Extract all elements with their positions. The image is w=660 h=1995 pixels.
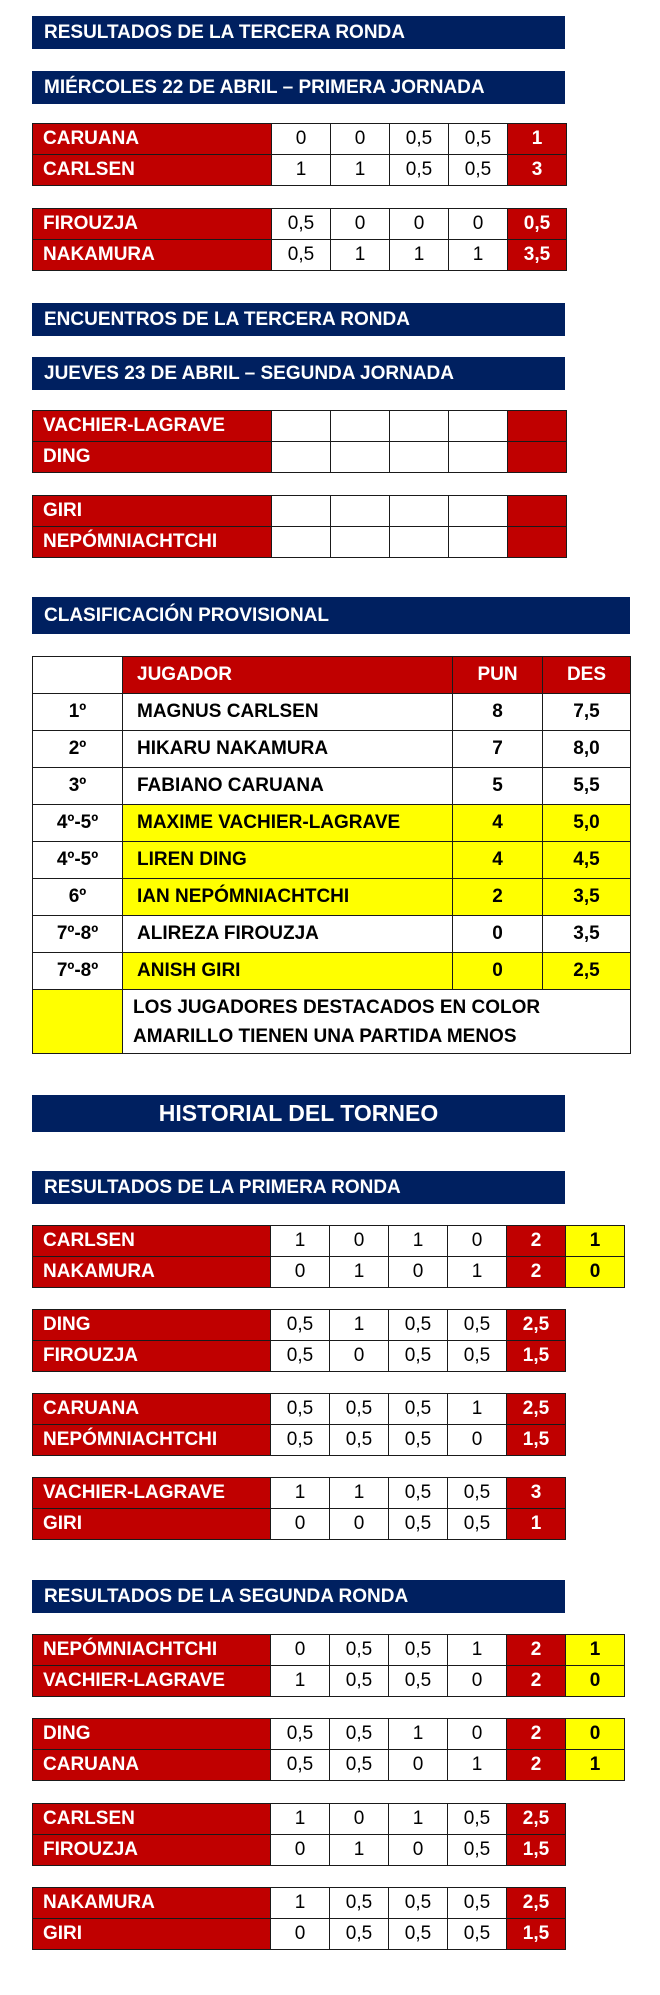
game-score: 0,5 [390,155,449,186]
game-score: 0,5 [448,1804,507,1835]
game-score: 0,5 [449,124,508,155]
game-score: 0,5 [330,1919,389,1950]
game-score: 0,5 [330,1635,389,1666]
player-name: NEPÓMNIACHTCHI [33,1425,271,1456]
empty-score [272,442,331,473]
player-name: VACHIER-LAGRAVE [33,411,272,442]
game-score: 0 [448,1719,507,1750]
player-name: NAKAMURA [33,1257,271,1288]
game-score: 0,5 [448,1341,507,1372]
points: 4 [453,842,543,879]
game-score: 0 [448,1226,507,1257]
match-total: 2,5 [507,1888,566,1919]
game-score: 1 [390,240,449,271]
player-name: NAKAMURA [33,1888,271,1919]
round3-title: RESULTADOS DE LA TERCERA RONDA [32,16,565,49]
game-score: 0 [271,1635,330,1666]
standings-row-highlighted [33,805,631,842]
game-score: 1 [330,1310,389,1341]
points: 5 [453,768,543,805]
tiebreak: 5,0 [543,805,631,842]
position: 4º-5º [33,805,123,842]
tiebreak-score: 1 [566,1226,625,1257]
empty-total [508,411,567,442]
game-score: 0,5 [448,1888,507,1919]
player-name: CARUANA [33,1394,271,1425]
match-total: 2 [507,1666,566,1697]
standings-row [33,694,631,731]
round2-match-2 [32,1718,625,1781]
standings-row [33,916,631,953]
round1-match-1 [32,1225,625,1288]
empty-score [390,527,449,558]
tiebreak-score: 0 [566,1666,625,1697]
tiebreak: 5,5 [543,768,631,805]
game-score: 0,5 [271,1341,330,1372]
match-total: 1 [508,124,567,155]
standings-row-highlighted [33,879,631,916]
empty-total [508,496,567,527]
game-score: 0,5 [389,1310,448,1341]
empty-score [390,411,449,442]
player-name: FIROUZJA [33,1835,271,1866]
game-score: 1 [448,1750,507,1781]
round3-match-2 [32,208,567,271]
game-score: 0,5 [330,1425,389,1456]
game-score: 0,5 [389,1478,448,1509]
standings-row-highlighted [33,953,631,990]
game-score: 1 [448,1635,507,1666]
game-score: 0,5 [330,1750,389,1781]
game-score: 0,5 [389,1425,448,1456]
player-name: NAKAMURA [33,240,272,271]
match-total: 2 [507,1635,566,1666]
empty-score [331,527,390,558]
player-name: MAXIME VACHIER-LAGRAVE [123,805,453,842]
tiebreak: 3,5 [543,916,631,953]
upcoming-title: ENCUENTROS DE LA TERCERA RONDA [32,303,565,336]
player-name: VACHIER-LAGRAVE [33,1478,271,1509]
empty-total [508,442,567,473]
match-total: 0,5 [508,209,567,240]
match-total: 1 [507,1509,566,1540]
game-score: 0,5 [448,1478,507,1509]
tiebreak: 7,5 [543,694,631,731]
player-name: LIREN DING [123,842,453,879]
game-score: 0,5 [389,1666,448,1697]
game-score: 0,5 [449,155,508,186]
player-name: GIRI [33,1919,271,1950]
game-score: 0 [389,1750,448,1781]
player-name: ANISH GIRI [123,953,453,990]
match-total: 3,5 [508,240,567,271]
header-points: PUN [453,657,543,694]
round2-match-1 [32,1634,625,1697]
empty-score [272,411,331,442]
game-score: 1 [272,155,331,186]
match-total: 2 [507,1226,566,1257]
round3-match-1 [32,123,567,186]
player-name: GIRI [33,1509,271,1540]
round1-match-2 [32,1309,566,1372]
player-name: FIROUZJA [33,1341,271,1372]
empty-score [449,411,508,442]
empty-score [272,496,331,527]
game-score: 0 [272,124,331,155]
game-score: 0,5 [330,1394,389,1425]
game-score: 0,5 [271,1425,330,1456]
game-score: 1 [448,1394,507,1425]
game-score: 1 [389,1226,448,1257]
player-name: CARLSEN [33,155,272,186]
player-name: NEPÓMNIACHTCHI [33,1635,271,1666]
tiebreak: 3,5 [543,879,631,916]
game-score: 0 [389,1835,448,1866]
match-total: 1,5 [507,1919,566,1950]
position: 1º [33,694,123,731]
game-score: 0,5 [272,209,331,240]
empty-score [331,442,390,473]
game-score: 0,5 [271,1719,330,1750]
game-score: 1 [330,1835,389,1866]
game-score: 1 [389,1804,448,1835]
position: 4º-5º [33,842,123,879]
match-total: 2 [507,1719,566,1750]
tiebreak-score: 1 [566,1750,625,1781]
upcoming-match-2 [32,495,567,558]
points: 2 [453,879,543,916]
game-score: 1 [330,1257,389,1288]
round1-match-3 [32,1393,566,1456]
points: 7 [453,731,543,768]
game-score: 0,5 [389,1509,448,1540]
game-score: 0,5 [330,1888,389,1919]
player-name: HIKARU NAKAMURA [123,731,453,768]
game-score: 0 [271,1257,330,1288]
game-score: 0,5 [271,1310,330,1341]
player-name: IAN NEPÓMNIACHTCHI [123,879,453,916]
upcoming-match-1 [32,410,567,473]
standings-row [33,768,631,805]
match-total: 2 [507,1257,566,1288]
game-score: 1 [271,1804,330,1835]
player-name: ALIREZA FIROUZJA [123,916,453,953]
header-player: JUGADOR [123,657,453,694]
game-score: 0,5 [389,1341,448,1372]
player-name: CARUANA [33,1750,271,1781]
player-name: FIROUZJA [33,209,272,240]
player-name: MAGNUS CARLSEN [123,694,453,731]
legend-row [33,990,631,1054]
points: 8 [453,694,543,731]
empty-score [390,496,449,527]
game-score: 0,5 [330,1719,389,1750]
game-score: 0,5 [448,1835,507,1866]
tiebreak-score: 0 [566,1719,625,1750]
game-score: 0,5 [330,1666,389,1697]
round2-match-4 [32,1887,566,1950]
game-score: 1 [271,1226,330,1257]
round2-title: RESULTADOS DE LA SEGUNDA RONDA [32,1580,565,1613]
empty-score [331,496,390,527]
empty-score [331,411,390,442]
points: 0 [453,953,543,990]
empty-score [449,442,508,473]
match-total: 1,5 [507,1425,566,1456]
standings-row [33,731,631,768]
game-score: 1 [448,1257,507,1288]
match-total: 2,5 [507,1310,566,1341]
game-score: 0 [331,124,390,155]
history-title: HISTORIAL DEL TORNEO [32,1095,565,1132]
game-score: 0 [389,1257,448,1288]
game-score: 0,5 [448,1509,507,1540]
position: 6º [33,879,123,916]
game-score: 0 [330,1804,389,1835]
game-score: 1 [271,1666,330,1697]
tiebreak: 2,5 [543,953,631,990]
game-score: 0,5 [271,1750,330,1781]
empty-score [390,442,449,473]
game-score: 1 [330,1478,389,1509]
legend-text: LOS JUGADORES DESTACADOS EN COLOR AMARILLO TIENEN UNA PARTIDA MENOS [123,990,631,1054]
game-score: 0,5 [272,240,331,271]
game-score: 0,5 [448,1310,507,1341]
game-score: 1 [389,1719,448,1750]
player-name: VACHIER-LAGRAVE [33,1666,271,1697]
game-score: 0 [271,1919,330,1950]
game-score: 0 [330,1226,389,1257]
match-total: 3 [507,1478,566,1509]
game-score: 0 [271,1835,330,1866]
round3-day-title: MIÉRCOLES 22 DE ABRIL – PRIMERA JORNADA [32,71,565,104]
game-score: 1 [331,155,390,186]
match-total: 1,5 [507,1835,566,1866]
upcoming-day-title: JUEVES 23 DE ABRIL – SEGUNDA JORNADA [32,357,565,390]
match-total: 2 [507,1750,566,1781]
points: 4 [453,805,543,842]
game-score: 0,5 [448,1919,507,1950]
legend-color-swatch [33,990,123,1054]
game-score: 0 [271,1509,330,1540]
player-name: GIRI [33,496,272,527]
empty-score [449,527,508,558]
standings-table [32,656,631,1054]
points: 0 [453,916,543,953]
round1-title: RESULTADOS DE LA PRIMERA RONDA [32,1171,565,1204]
player-name: CARUANA [33,124,272,155]
match-total: 2,5 [507,1804,566,1835]
match-total: 3 [508,155,567,186]
player-name: DING [33,1719,271,1750]
empty-score [449,496,508,527]
player-name: DING [33,1310,271,1341]
game-score: 0,5 [389,1919,448,1950]
match-total: 1,5 [507,1341,566,1372]
header-tiebreak: DES [543,657,631,694]
game-score: 0 [330,1341,389,1372]
tiebreak-score: 0 [566,1257,625,1288]
game-score: 1 [271,1888,330,1919]
standings-title: CLASIFICACIÓN PROVISIONAL [32,597,630,634]
player-name: FABIANO CARUANA [123,768,453,805]
game-score: 0 [330,1509,389,1540]
position: 7º-8º [33,916,123,953]
game-score: 0 [390,209,449,240]
game-score: 1 [449,240,508,271]
game-score: 0 [448,1666,507,1697]
tiebreak-score: 1 [566,1635,625,1666]
empty-score [272,527,331,558]
player-name: CARLSEN [33,1226,271,1257]
empty-total [508,527,567,558]
round2-match-3 [32,1803,566,1866]
game-score: 0 [331,209,390,240]
position: 7º-8º [33,953,123,990]
player-name: NEPÓMNIACHTCHI [33,527,272,558]
tiebreak: 8,0 [543,731,631,768]
standings-row-highlighted [33,842,631,879]
game-score: 0,5 [271,1394,330,1425]
game-score: 0,5 [389,1394,448,1425]
match-total: 2,5 [507,1394,566,1425]
header-corner [33,657,123,694]
position: 3º [33,768,123,805]
game-score: 0 [448,1425,507,1456]
player-name: CARLSEN [33,1804,271,1835]
tiebreak: 4,5 [543,842,631,879]
player-name: DING [33,442,272,473]
game-score: 1 [331,240,390,271]
game-score: 0 [449,209,508,240]
game-score: 1 [271,1478,330,1509]
round1-match-4 [32,1477,566,1540]
game-score: 0,5 [389,1635,448,1666]
game-score: 0,5 [389,1888,448,1919]
position: 2º [33,731,123,768]
game-score: 0,5 [390,124,449,155]
